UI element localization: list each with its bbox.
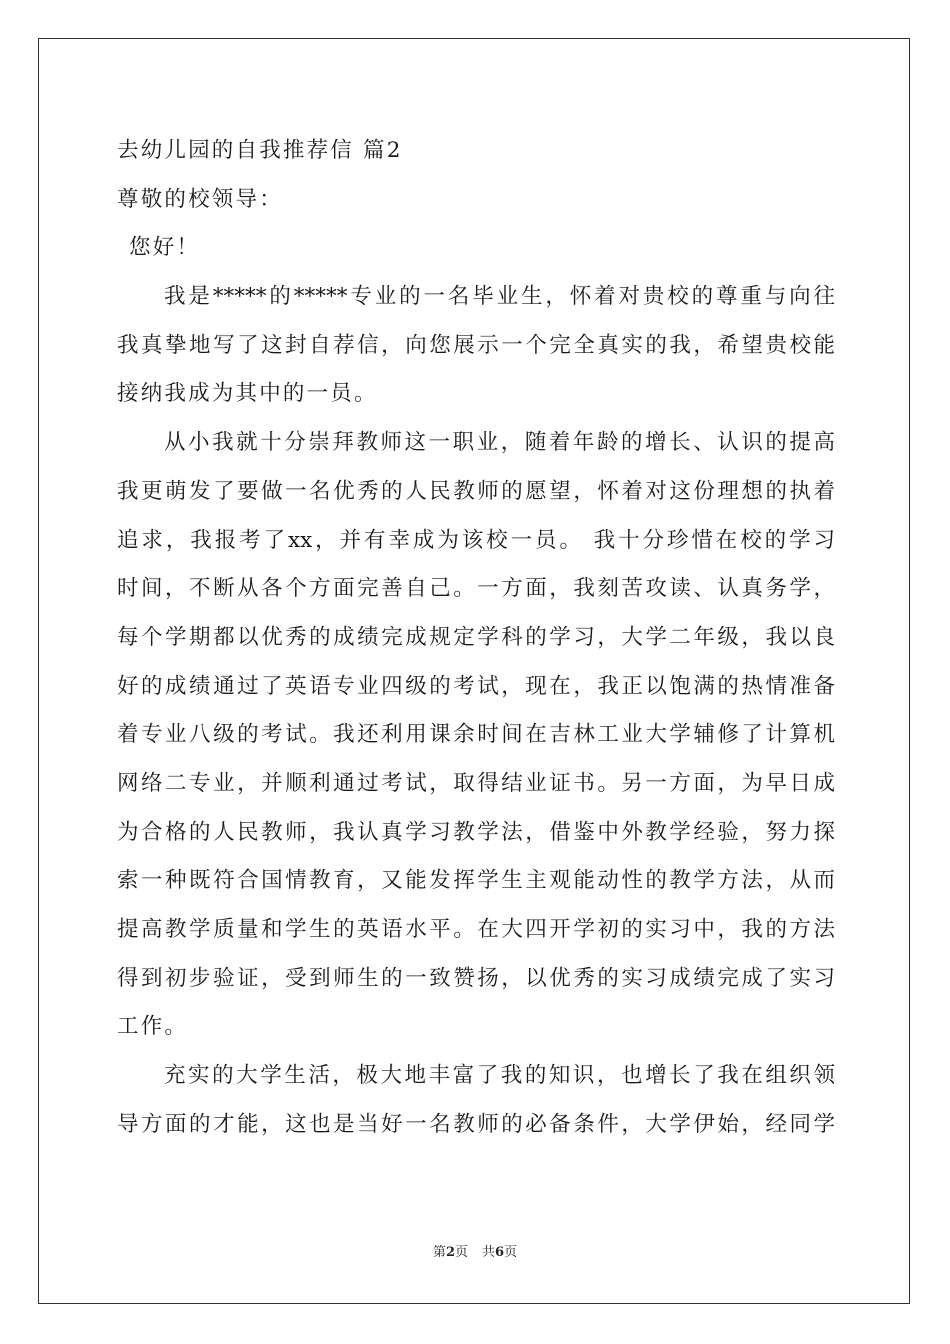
- paragraph-line: 网络二专业，并顺利通过考试，取得结业证书。另一方面，为早日成: [117, 770, 835, 796]
- paragraph-line: 接纳我成为其中的一员。: [117, 381, 378, 407]
- paragraph-line: 每个学期都以优秀的成绩完成规定学科的学习，大学二年级，我以良: [117, 624, 835, 650]
- paragraph-line: 好的成绩通过了英语专业四级的考试，现在，我正以饱满的热情准备: [117, 673, 835, 699]
- paragraph-3: [117, 1052, 835, 1149]
- paragraph-line: 导方面的才能，这也是当好一名教师的必备条件，大学伊始，经同学: [117, 1111, 835, 1137]
- document-title: 去幼儿园的自我推荐信 篇2: [117, 138, 403, 163]
- salutation: 尊敬的校领导：: [117, 186, 283, 212]
- document-body: [117, 127, 835, 1149]
- paragraph-line: 时间，不断从各个方面完善自己。一方面，我刻苦攻读、认真务学，: [117, 576, 835, 602]
- page-suffix: 页: [454, 1245, 468, 1260]
- paragraph-line: 充实的大学生活，极大地丰富了我的知识，也增长了我在组织领: [164, 1063, 835, 1089]
- paragraph-line: 得到初步验证，受到师生的一致赞扬，以优秀的实习成绩完成了实习: [117, 965, 835, 991]
- paragraph-line: 我更萌发了要做一名优秀的人民教师的愿望，怀着对这份理想的执着: [117, 478, 835, 504]
- paragraph-line: 为合格的人民教师，我认真学习教学法，借鉴中外教学经验，努力探: [117, 819, 835, 845]
- paragraph-line: 我真挚地写了这封自荐信，向您展示一个完全真实的我，希望贵校能: [117, 332, 835, 358]
- total-prefix: 共: [482, 1245, 496, 1260]
- page-footer: [0, 1244, 950, 1262]
- paragraph-line: 索一种既符合国情教育，又能发挥学生主观能动性的教学方法，从而: [117, 868, 835, 894]
- total-page-count: 6: [495, 1245, 505, 1260]
- paragraph-1: [117, 273, 835, 419]
- paragraph-2: [117, 419, 835, 1052]
- total-suffix: 页: [504, 1245, 518, 1260]
- page-prefix: 第: [432, 1245, 446, 1260]
- current-page-number: 2: [445, 1245, 455, 1260]
- paragraph-line: 提高教学质量和学生的英语水平。在大四开学初的实习中，我的方法: [117, 917, 835, 942]
- paragraph-line: 我是*****的*****专业的一名毕业生，怀着对贵校的尊重与向往: [164, 284, 835, 310]
- paragraph-line: 着专业八级的考试。我还利用课余时间在吉林工业大学辅修了计算机: [117, 722, 835, 748]
- paragraph-line: 从小我就十分崇拜教师这一职业，随着年龄的增长、认识的提高: [164, 430, 835, 456]
- paragraph-line: 追求，我报考了xx，并有幸成为该校一员。 我十分珍惜在校的学习: [117, 527, 835, 553]
- paragraph-line: 工作。: [117, 1014, 189, 1040]
- greeting: 您好！: [129, 235, 201, 261]
